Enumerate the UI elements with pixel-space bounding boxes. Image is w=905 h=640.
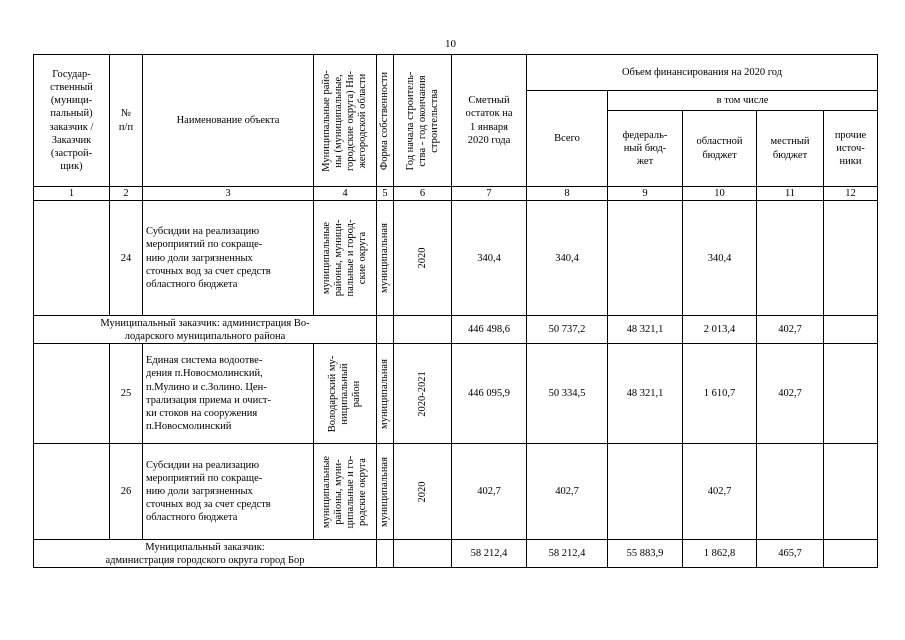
header-local: местный бюджет [757,111,824,187]
financing-table [33,54,878,568]
federal-cell [608,201,683,316]
column-numbers-row [34,187,878,201]
other-cell [824,201,878,316]
table-row [34,344,878,444]
district-cell: Володарский му- ниципальный район [314,344,377,444]
col-number: 2 [110,187,143,201]
local-cell: 402,7 [757,344,824,444]
federal-cell: 55 883,9 [608,540,683,568]
page-number: 10 [445,38,456,50]
other-cell [824,444,878,540]
years-cell: 2020-2021 [394,344,452,444]
col-number: 5 [377,187,394,201]
table-row [34,201,878,316]
row-number: 26 [110,444,143,540]
col-number: 9 [608,187,683,201]
row-number: 24 [110,201,143,316]
header-ownership: Форма собственности [377,55,394,187]
total-cell: 58 212,4 [527,540,608,568]
balance-cell: 58 212,4 [452,540,527,568]
federal-cell [608,444,683,540]
object-name: Субсидии на реализацию мероприятий по сокраще- нию доли загрязненных сточных вод за счет средств областного бюджета [143,444,314,540]
federal-cell: 48 321,1 [608,316,683,344]
regional-cell: 1 610,7 [683,344,757,444]
other-cell [824,344,878,444]
header-customer: Государ- ственный (муници- пальный) заказчик / Заказчик (застрой- щик) [34,55,110,187]
regional-cell: 1 862,8 [683,540,757,568]
balance-cell: 402,7 [452,444,527,540]
total-cell: 50 737,2 [527,316,608,344]
col-number: 10 [683,187,757,201]
subtotal-row [34,540,878,568]
regional-cell: 340,4 [683,201,757,316]
federal-cell: 48 321,1 [608,344,683,444]
col-number: 8 [527,187,608,201]
col-number: 11 [757,187,824,201]
header-district: Муниципальные райо- ны (муниципальные, городские округа) Ни- жегородской области [314,55,377,187]
total-cell: 340,4 [527,201,608,316]
header-number: № п/п [110,55,143,187]
customer-cell [34,344,110,444]
header-including: в том числе [608,91,878,111]
header-total: Всего [527,91,608,187]
customer-cell [34,201,110,316]
col-number: 3 [143,187,314,201]
header-federal: федераль- ный бюд- жет [608,111,683,187]
row-number: 25 [110,344,143,444]
header-object-name: Наименование объекта [143,55,314,187]
col-number: 6 [394,187,452,201]
other-cell [824,540,878,568]
balance-cell: 340,4 [452,201,527,316]
col-number: 1 [34,187,110,201]
customer-label: Муниципальный заказчик: администрация Во- лодарского муниципального района [34,316,377,344]
local-cell: 402,7 [757,316,824,344]
customer-label: Муниципальный заказчик: администрация городского округа город Бор [34,540,377,568]
ownership-cell: муниципальная [377,344,394,444]
district-cell: муниципальные районы, муници- пальные и город- ские округа [314,201,377,316]
col-number: 12 [824,187,878,201]
total-cell: 50 334,5 [527,344,608,444]
header-balance: Сметный остаток на 1 января 2020 года [452,55,527,187]
local-cell [757,444,824,540]
header-regional: областной бюджет [683,111,757,187]
object-name: Единая система водоотве- дения п.Новосмолинский, п.Мулино и с.Золино. Цен- трализация приема и очист- ки стоков на сооружения п.Новосмолинский [143,344,314,444]
years-cell: 2020 [394,201,452,316]
col-number: 4 [314,187,377,201]
ownership-cell: муниципальная [377,201,394,316]
other-cell [824,316,878,344]
header-years: Год начала строитель- ства - год окончания строительства [394,55,452,187]
regional-cell: 402,7 [683,444,757,540]
col-number: 7 [452,187,527,201]
regional-cell: 2 013,4 [683,316,757,344]
balance-cell: 446 498,6 [452,316,527,344]
local-cell: 465,7 [757,540,824,568]
years-cell: 2020 [394,444,452,540]
ownership-cell: муниципальная [377,444,394,540]
header-financing-title: Объем финансирования на 2020 год [527,55,878,91]
customer-cell [34,444,110,540]
district-cell: муниципальные районы, муни- ципальные и го- родские округа [314,444,377,540]
subtotal-row [34,316,878,344]
balance-cell: 446 095,9 [452,344,527,444]
local-cell [757,201,824,316]
table-row [34,444,878,540]
object-name: Субсидии на реализацию мероприятий по сокраще- нию доли загрязненных сточных вод за счет средств областного бюджета [143,201,314,316]
total-cell: 402,7 [527,444,608,540]
header-other: прочие источ- ники [824,111,878,187]
